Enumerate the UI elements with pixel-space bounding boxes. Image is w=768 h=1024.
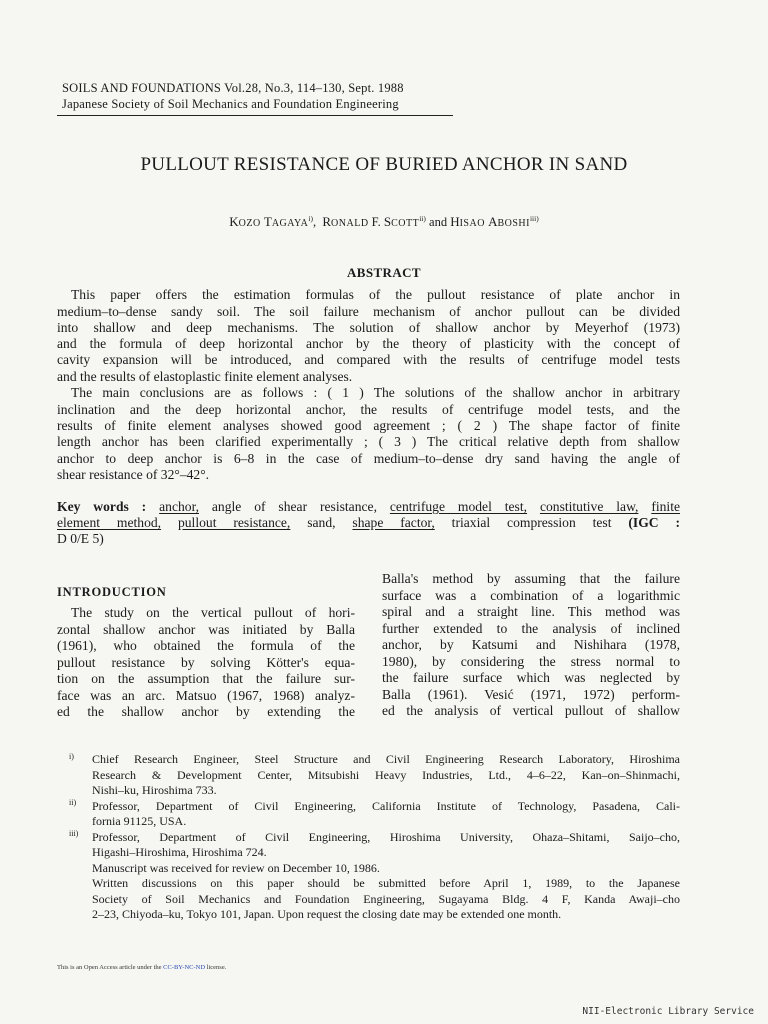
abstract-line: shear resistance of 32°–42°.: [57, 467, 210, 482]
keyword: sand,: [307, 515, 336, 530]
keyword: anchor,: [159, 499, 199, 514]
manuscript-note: Manuscript was received for review on December 10, 1986.: [92, 860, 380, 875]
abstract-line: This paper offers the estimation formulas of the pullout resistance of plate anchor in: [71, 287, 680, 302]
intro-line: ed the analysis of vertical pullout of shallow: [382, 703, 680, 718]
abstract-line: inclination and the deep horizontal anchor, the results of centrifuge model tests, and the: [57, 402, 680, 417]
author-list: KOZO TAGAYA$^{i)}$, RONALD F. SCOTT$^{ii)}$ and HISAO ABOSHI$^{iii)}$: [229, 213, 539, 229]
keywords-line: [57, 498, 680, 515]
intro-line: 1980), by considering the stress normal to: [382, 653, 680, 669]
abstract-heading: ABSTRACT: [347, 265, 421, 280]
affiliation-mark: i): [308, 213, 313, 223]
keyword: finite: [651, 499, 681, 514]
abstract-line: and the results of elastoplastic finite element analyses.: [57, 369, 353, 384]
footnote-mark: iii): [69, 829, 79, 838]
license-link[interactable]: CC-BY-NC-ND: [163, 964, 206, 971]
footnote-mark: ii): [69, 798, 77, 807]
keyword: triaxial compression test: [451, 515, 612, 530]
intro-line: zontal shallow anchor was initiated by Balla: [57, 621, 355, 637]
abstract-line: medium–to–dense sandy soil. The soil failure mechanism of anchor pullout can be divided: [57, 304, 680, 319]
header-rule: [57, 115, 453, 116]
intro-line: tion on the assumption that the failure sur-: [57, 671, 355, 686]
paper-title: PULLOUT RESISTANCE OF BURIED ANCHOR IN SAND: [140, 154, 628, 175]
footnote-mark: i): [69, 752, 74, 761]
abstract-line: and the formula of deep horizontal anchor by the theory of plasticity with the concept of: [57, 336, 680, 351]
keywords-label: Key words :: [57, 499, 147, 514]
footnote-line: fornia 91125, USA.: [92, 814, 187, 828]
discussion-note-line: Written discussions on this paper should be submitted before April 1, 1989, to the Japanese: [92, 876, 680, 890]
intro-line: ed the shallow anchor by extending the: [57, 704, 355, 719]
affiliation-mark: ii): [419, 213, 426, 223]
abstract-line: into shallow and deep mechanisms. The solution of shallow anchor by Meyerhof (1973): [57, 320, 680, 335]
intro-line: Balla's method by assuming that the failure: [382, 571, 680, 586]
author-aboshi: HISAO ABOSHI$^{iii)}$: [450, 213, 539, 229]
intro-line: Balla (1961). Vesić (1971, 1972) perform-: [382, 686, 680, 702]
intro-line: face was an arc. Matsuo (1967, 1968) analyz-: [57, 687, 355, 703]
abstract-line: results of finite element analyses showed good agreement ; ( 2 ) The shape factor of finite: [57, 418, 680, 433]
intro-line: anchor, by Katsumi and Nishihara (1978,: [382, 637, 680, 652]
intro-line: (1961), who obtained the formula of the: [57, 638, 355, 653]
igc-label: IGC: [632, 515, 659, 530]
keyword: centrifuge model test,: [389, 499, 528, 514]
keyword: pullout resistance,: [177, 515, 291, 530]
footnote-line: Nishi–ku, Hiroshima 733.: [92, 783, 217, 797]
footnote-line: Research & Development Center, Mitsubishi Heavy Industries, Ltd., 4–6–22, Kan–on–Shinmachi,: [92, 767, 680, 782]
footnote-line: Higashi–Hiroshima, Hiroshima 724.: [92, 845, 267, 859]
intro-line: further extended to the analysis of inclined: [382, 620, 680, 636]
intro-line: the failure surface which was neglected by: [382, 670, 680, 685]
keyword: shape factor,: [352, 515, 435, 530]
journal-citation: SOILS AND FOUNDATIONS Vol.28, No.3, 114–130, Sept. 1988: [62, 81, 404, 95]
intro-line: spiral and a straight line. This method was: [382, 604, 680, 619]
abstract-line: anchor to deep anchor is 6–8 in the case of medium–to–dense dry sand having the angle of: [57, 451, 680, 466]
discussion-note-line: 2–23, Chiyoda–ku, Tokyo 101, Japan. Upon request the closing date may be extended one month.: [92, 907, 562, 921]
keyword: element method,: [57, 515, 162, 530]
abstract-line: length anchor has been clarified experimentally ; ( 3 ) The critical relative depth from shallow: [57, 434, 680, 449]
discussion-note-line: Society of Soil Mechanics and Foundation Engineering, Sugayama Bldg. 4 F, Kanda Awaji–cho: [92, 891, 680, 906]
intro-line: pullout resistance by solving Kötter's equa-: [57, 654, 355, 670]
intro-line: surface was a combination of a logarithmic: [382, 587, 680, 603]
footnote-line: Professor, Department of Civil Engineering, California Institute of Technology, Pasadena, Cali-: [92, 798, 680, 813]
license-notice: This is an Open Access article under the CC-BY-NC-ND license.: [57, 964, 227, 971]
keyword: constitutive law,: [539, 499, 639, 514]
society-name: Japanese Society of Soil Mechanics and Foundation Engineering: [62, 97, 399, 111]
footnote-line: Chief Research Engineer, Steel Structure and Civil Engineering Research Laboratory, Hiroshima: [92, 752, 680, 766]
footnote-line: Professor, Department of Civil Engineering, Hiroshima University, Ohaza–Shitami, Saijo–cho,: [92, 829, 680, 844]
abstract-line: The main conclusions are as follows : ( 1 ) The solutions of the shallow anchor in arbitrary: [71, 385, 680, 400]
author-scott: RONALD F. SCOTT$^{ii)}$: [322, 213, 426, 229]
keywords-line: element method, pullout resistance, sand, shape factor, triaxial compression test (IGC :: [57, 515, 680, 530]
intro-line: The study on the vertical pullout of hori-: [71, 605, 355, 620]
affiliation-mark: iii): [529, 213, 539, 223]
keyword: angle of shear resistance,: [211, 499, 377, 514]
author-tagaya: KOZO TAGAYA$^{i)}$,: [229, 213, 317, 229]
igc-code: D 0/E 5): [57, 531, 104, 546]
library-service-footer: NII-Electronic Library Service: [582, 1006, 754, 1017]
introduction-heading: INTRODUCTION: [57, 585, 167, 599]
abstract-line: cavity expansion will be introduced, and compared with the results of centrifuge model tests: [57, 352, 680, 367]
